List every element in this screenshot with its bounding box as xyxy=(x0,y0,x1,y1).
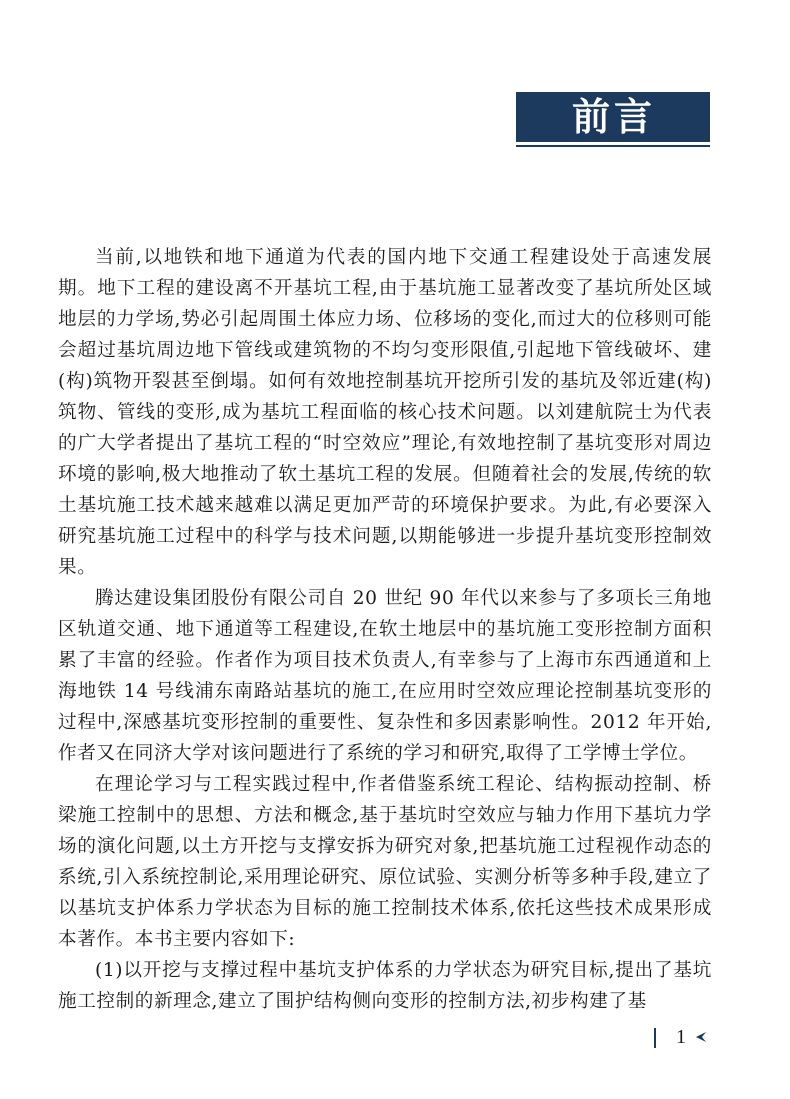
title-banner xyxy=(516,92,710,142)
paragraph-3: 在理论学习与工程实践过程中,作者借鉴系统工程论、结构振动控制、桥梁施工控制中的思想、方法和概念,基于基坑时空效应与轴力作用下基坑力学场的演化问题,以土方开挖与支撑安拆为研究对象,把基坑施工过程视作动态的系统,引入系统控制论,采用理论研究、原位试验、实测分析等多种手段,建立了以基坑支护体系力学状态为目标的施工控制技术体系,依托这些技术成果形成本著作。本书主要内容如下: xyxy=(58,774,712,950)
page-number: 1 xyxy=(676,1026,686,1048)
paragraph-4: (1)以开挖与支撑过程中基坑支护体系的力学状态为研究目标,提出了基坑施工控制的新理念,建立了围护结构侧向变形的控制方法,初步构建了基 xyxy=(58,960,712,1012)
paragraph-2: 腾达建设集团股份有限公司自 20 世纪 90 年代以来参与了多项长三角地区轨道交通、地下通道等工程建设,在软土地层中的基坑施工变形控制方面积累了丰富的经验。作者作为项目技术负责人,有幸参与了上海市东西通道和上海地铁 14 号线浦东南路站基坑的施工,在应用时空效应理论控制基坑变形的过程中,深感基坑变形控制的重要性、复杂性和多因素影响性。2012 年开始,作者又在同济大学对该问题进行了系统的学习和研究,取得了工学博士学位。 xyxy=(58,588,712,764)
chevron-left-icon xyxy=(694,1031,707,1043)
paragraph-1: 当前,以地铁和地下通道为代表的国内地下交通工程建设处于高速发展期。地下工程的建设离不开基坑工程,由于基坑施工显著改变了基坑所处区域地层的力学场,势必引起周围土体应力场、位移场的变化,而过大的位移则可能会超过基坑周边地下管线或建筑物的不均匀变形限值,引起地下管线破坏、建(构)筑物开裂甚至倒塌。如何有效地控制基坑开挖所引发的基坑及邻近建(构)筑物、管线的变形,成为基坑工程面临的核心技术问题。以刘建航院士为代表的广大学者提出了基坑工程的“时空效应”理论,有效地控制了基坑变形对周边环境的影响,极大地推动了软土基坑工程的发展。但随着社会的发展,传统的软土基坑施工技术越来越难以满足更加严苛的环境保护要求。为此,有必要深入研究基坑施工过程中的科学与技术问题,以期能够进一步提升基坑变形控制效果。 xyxy=(58,247,712,578)
title-underline xyxy=(516,145,710,147)
page-title: 前言 xyxy=(572,95,657,139)
footer-divider xyxy=(654,1028,656,1048)
body-text xyxy=(58,242,712,1017)
